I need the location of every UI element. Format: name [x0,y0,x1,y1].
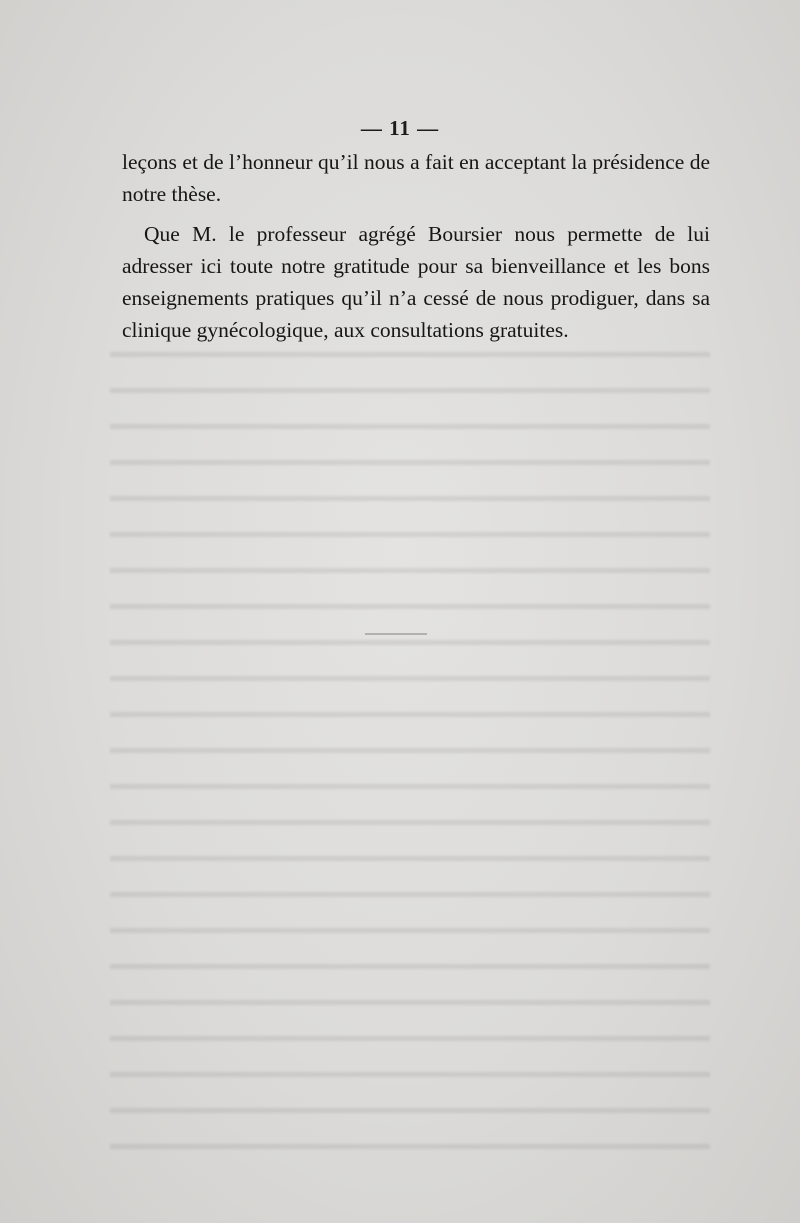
page-number: — 11 — [360,116,440,140]
body-text [122,146,710,354]
paragraph-1: leçons et de l’honneur qu’il nous a fait en acceptant la présidence de notre thèse. [122,150,710,206]
reverse-side-bleed-through [110,330,710,1150]
paragraph-2: Que M. le professeur agrégé Boursier nous permette de lui adresser ici toute notre gratitude pour sa bienveillance et les bons enseignements pratiques qu’il n’a cessé de nous prodiguer, dans sa clinique gynécologique, aux consultations gratuites. [122,222,710,342]
reverse-side-rule [365,633,427,635]
